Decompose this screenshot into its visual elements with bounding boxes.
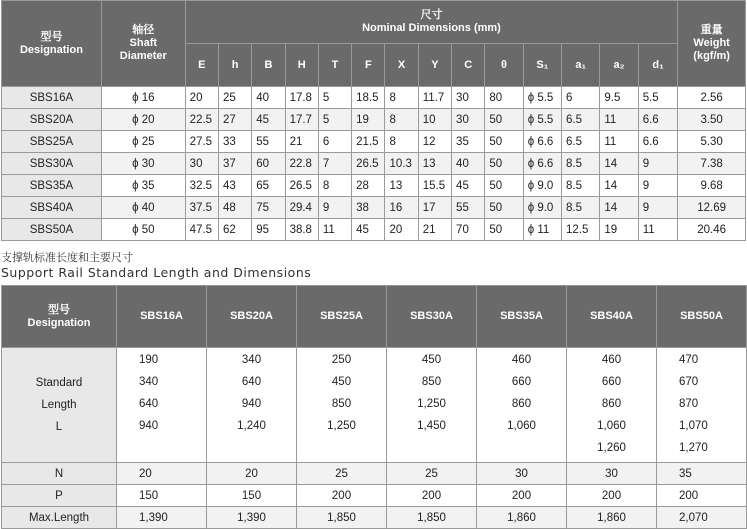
standard-length-cell — [477, 348, 567, 463]
length-value: 1,270 — [679, 442, 708, 454]
p-value-cell: 200 — [387, 485, 477, 507]
dimension-cell: 8.5 — [562, 153, 600, 175]
dimension-cell: 22.5 — [185, 109, 218, 131]
dimension-cell: 40 — [452, 153, 485, 175]
length-value: 850 — [331, 398, 352, 410]
dimension-cell: 6 — [318, 131, 351, 153]
dim-col-header: Y — [418, 44, 451, 87]
dimension-cell: 6.6 — [638, 131, 678, 153]
dimension-cell: 15.5 — [418, 175, 451, 197]
dim-col-header: θ — [485, 44, 523, 87]
dimension-cell: 19 — [600, 219, 638, 241]
dimension-cell: 6 — [562, 87, 600, 109]
n-value-cell: 35 — [657, 463, 747, 485]
dimension-cell: 9 — [638, 197, 678, 219]
dimension-cell: 50 — [485, 197, 523, 219]
dimension-cell: 26.5 — [285, 175, 318, 197]
length-value: 190 — [139, 354, 159, 366]
standard-length-cell — [567, 348, 657, 463]
dim-col-header: S₁ — [523, 44, 561, 87]
p-value-cell: 200 — [567, 485, 657, 507]
dimension-cell: 47.5 — [185, 219, 218, 241]
length-value: 1,250 — [327, 420, 356, 432]
dimension-cell: ϕ 9.0 — [523, 197, 561, 219]
dimension-cell: ϕ 9.0 — [523, 175, 561, 197]
p-value-cell: 200 — [297, 485, 387, 507]
length-value: 460 — [511, 354, 532, 366]
dimension-cell: 30 — [185, 153, 218, 175]
dimension-cell: 5 — [318, 87, 351, 109]
shaft-diameter-cell: ϕ 40 — [101, 197, 185, 219]
dimension-cell: 18.5 — [352, 87, 385, 109]
dimension-cell: 48 — [218, 197, 251, 219]
shaft-diameter-cell: ϕ 35 — [101, 175, 185, 197]
dims-header-cn: 尺寸 — [420, 9, 443, 21]
dimension-cell: 5.5 — [638, 87, 678, 109]
standard-length-cell — [117, 348, 207, 463]
standard-length-label — [2, 348, 117, 463]
dims-header-en: Nominal Dimensions (mm) — [362, 22, 501, 34]
weight-cell: 12.69 — [678, 197, 746, 219]
length-value: 1,260 — [597, 442, 626, 454]
designation-cell: SBS50A — [2, 219, 102, 241]
dimension-cell: 26.5 — [352, 153, 385, 175]
dimension-cell: 21 — [418, 219, 451, 241]
length-value: 860 — [601, 398, 622, 410]
designation-header — [2, 1, 102, 87]
dimension-cell: 29.4 — [285, 197, 318, 219]
dimension-cell: 30 — [452, 87, 485, 109]
dimension-cell: 11.7 — [418, 87, 451, 109]
dimension-cell: 45 — [352, 219, 385, 241]
standard-length-cell — [207, 348, 297, 463]
dimension-cell: ϕ 6.6 — [523, 153, 561, 175]
dimension-cell: 17.7 — [285, 109, 318, 131]
max-length-cell: 1,850 — [297, 507, 387, 529]
length-value: 640 — [241, 376, 262, 388]
dimension-cell: 45 — [252, 109, 285, 131]
designation-header-cn: 型号 — [40, 30, 63, 43]
max-length-cell: 1,390 — [117, 507, 207, 529]
dimension-cell: 30 — [452, 109, 485, 131]
table-row — [2, 153, 746, 175]
dimension-cell: 50 — [485, 175, 523, 197]
standard-length-label-3: L — [55, 421, 63, 433]
caption-en: Support Rail Standard Length and Dimensions — [1, 265, 312, 280]
dimension-cell: 60 — [252, 153, 285, 175]
dimension-cell: 10 — [418, 109, 451, 131]
designation-cell: SBS35A — [2, 175, 102, 197]
standard-length-cell — [297, 348, 387, 463]
dimension-cell: 5 — [318, 109, 351, 131]
dimension-cell: 37 — [218, 153, 251, 175]
designation-cell: SBS20A — [2, 109, 102, 131]
shaft-diameter-cell: ϕ 50 — [101, 219, 185, 241]
designation-header-en: Designation — [19, 43, 83, 56]
p-value-cell: 150 — [207, 485, 297, 507]
dimension-cell: 80 — [485, 87, 523, 109]
shaft-diameter-cell: ϕ 25 — [101, 131, 185, 153]
shaft-diameter-cell: ϕ 30 — [101, 153, 185, 175]
max-length-cell: 1,860 — [477, 507, 567, 529]
table-row — [2, 219, 746, 241]
n-value-cell: 30 — [567, 463, 657, 485]
table-row — [2, 87, 746, 109]
dimension-cell: 50 — [485, 153, 523, 175]
dimension-cell: 14 — [600, 197, 638, 219]
model-header: SBS25A — [297, 286, 387, 348]
length-value: 860 — [511, 398, 532, 410]
dimension-cell: 21.5 — [352, 131, 385, 153]
dimension-cell: 45 — [452, 175, 485, 197]
length-value: 340 — [241, 354, 262, 366]
dim-col-header: H — [285, 44, 318, 87]
dimension-cell: ϕ 5.5 — [523, 87, 561, 109]
dimension-cell: 43 — [218, 175, 251, 197]
dimension-cell: 14 — [600, 175, 638, 197]
nominal-dimensions-header — [185, 1, 678, 44]
dimension-cell: 95 — [252, 219, 285, 241]
dim-col-header: B — [252, 44, 285, 87]
max-length-cell: 1,860 — [567, 507, 657, 529]
length-value: 1,060 — [597, 420, 626, 432]
designation-cell: SBS25A — [2, 131, 102, 153]
shaft-header-cn: 轴径 — [132, 24, 155, 36]
length-value: 940 — [241, 398, 262, 410]
length-value: 340 — [139, 376, 159, 388]
n-value-cell: 25 — [297, 463, 387, 485]
nominal-dimensions-table — [1, 0, 746, 241]
dimension-cell: 40 — [252, 87, 285, 109]
dimension-cell: 13 — [418, 153, 451, 175]
table-row — [2, 131, 746, 153]
dimension-cell: 75 — [252, 197, 285, 219]
dimension-cell: 7 — [318, 153, 351, 175]
dimension-cell: 17.8 — [285, 87, 318, 109]
dimension-cell: 25 — [218, 87, 251, 109]
length-value: 1,070 — [679, 420, 708, 432]
dim-col-header: a₁ — [562, 44, 600, 87]
caption-cn: 支撑轨标准长度和主要尺寸 — [1, 251, 133, 264]
dimension-cell: 20 — [185, 87, 218, 109]
dimension-cell: 27 — [218, 109, 251, 131]
dim-col-header: E — [185, 44, 218, 87]
weight-cell: 7.38 — [678, 153, 746, 175]
p-value-cell: 150 — [117, 485, 207, 507]
dim-col-header: F — [352, 44, 385, 87]
weight-header — [678, 1, 746, 87]
p-value-cell: 200 — [657, 485, 747, 507]
dim-col-header: X — [385, 44, 418, 87]
weight-cell: 20.46 — [678, 219, 746, 241]
weight-cell: 2.56 — [678, 87, 746, 109]
dimension-cell: 9 — [638, 175, 678, 197]
weight-cell: 5.30 — [678, 131, 746, 153]
standard-length-cell — [387, 348, 477, 463]
dimension-cell: 38 — [352, 197, 385, 219]
table-row — [2, 175, 746, 197]
designation-header-2-en: Designation — [27, 316, 91, 329]
dimension-cell: ϕ 5.5 — [523, 109, 561, 131]
model-header: SBS20A — [207, 286, 297, 348]
length-value: 1,250 — [417, 398, 446, 410]
standard-length-label-1: Standard — [35, 377, 83, 389]
dimension-cell: 8 — [318, 175, 351, 197]
dimension-cell: 6.5 — [562, 109, 600, 131]
dim-col-header: C — [452, 44, 485, 87]
length-value: 870 — [679, 398, 699, 410]
dimension-cell: 55 — [252, 131, 285, 153]
standard-length-cell — [657, 348, 747, 463]
dimension-cell: 8 — [385, 87, 418, 109]
dim-col-header: a₂ — [600, 44, 638, 87]
dimension-cell: 38.8 — [285, 219, 318, 241]
n-value-cell: 20 — [207, 463, 297, 485]
dimension-cell: 22.8 — [285, 153, 318, 175]
length-value: 640 — [139, 398, 159, 410]
n-value-cell: 25 — [387, 463, 477, 485]
designation-cell: SBS40A — [2, 197, 102, 219]
length-value: 940 — [139, 420, 159, 432]
model-header: SBS50A — [657, 286, 747, 348]
dimension-cell: 11 — [318, 219, 351, 241]
dimension-cell: 17 — [418, 197, 451, 219]
n-value-cell: 30 — [477, 463, 567, 485]
dimension-cell: 50 — [485, 131, 523, 153]
dimension-cell: ϕ 6.6 — [523, 131, 561, 153]
dimension-cell: 11 — [600, 131, 638, 153]
dimension-cell: 65 — [252, 175, 285, 197]
dimension-cell: 11 — [638, 219, 678, 241]
dimension-cell: 50 — [485, 109, 523, 131]
model-header: SBS30A — [387, 286, 477, 348]
dimension-cell: 27.5 — [185, 131, 218, 153]
dimension-cell: 8 — [385, 109, 418, 131]
shaft-diameter-cell: ϕ 20 — [101, 109, 185, 131]
shaft-header-en2: Diameter — [119, 50, 167, 62]
p-label: P — [2, 485, 117, 507]
dim-col-header: T — [318, 44, 351, 87]
length-value: 660 — [511, 376, 532, 388]
weight-header-en1: Weight — [693, 37, 730, 49]
dimension-cell: 11 — [600, 109, 638, 131]
dimension-cell: 50 — [485, 219, 523, 241]
max-length-label: Max.Length — [2, 507, 117, 529]
length-value: 1,240 — [237, 420, 266, 432]
dimension-cell: 6.6 — [638, 109, 678, 131]
length-value: 1,450 — [417, 420, 446, 432]
standard-length-label-2: Length — [41, 399, 77, 411]
max-length-cell: 1,390 — [207, 507, 297, 529]
dimension-cell: 9 — [318, 197, 351, 219]
max-length-cell: 1,850 — [387, 507, 477, 529]
dimension-cell: 32.5 — [185, 175, 218, 197]
weight-cell: 9.68 — [678, 175, 746, 197]
dimension-cell: 20 — [385, 219, 418, 241]
dimension-cell: 55 — [452, 197, 485, 219]
length-value: 470 — [679, 354, 699, 366]
shaft-header-en1: Shaft — [129, 37, 158, 49]
weight-header-en2: (kgf/m) — [693, 50, 730, 62]
dimension-cell: 21 — [285, 131, 318, 153]
dimension-cell: 16 — [385, 197, 418, 219]
dimension-cell: 9.5 — [600, 87, 638, 109]
dimension-cell: 8.5 — [562, 197, 600, 219]
model-header: SBS16A — [117, 286, 207, 348]
standard-length-table — [1, 285, 747, 529]
dimension-cell: 35 — [452, 131, 485, 153]
dimension-cell: 62 — [218, 219, 251, 241]
weight-header-cn: 重量 — [700, 24, 723, 36]
length-value: 250 — [331, 354, 352, 366]
length-value: 460 — [601, 354, 622, 366]
dimension-cell: ϕ 11 — [523, 219, 561, 241]
designation-cell: SBS30A — [2, 153, 102, 175]
length-value: 450 — [331, 376, 352, 388]
dimension-cell: 6.5 — [562, 131, 600, 153]
dimension-cell: 14 — [600, 153, 638, 175]
table-row — [2, 197, 746, 219]
length-value: 850 — [421, 376, 442, 388]
dimension-cell: 28 — [352, 175, 385, 197]
dimension-cell: 10.3 — [385, 153, 418, 175]
dim-col-header: d₁ — [638, 44, 678, 87]
model-header: SBS40A — [567, 286, 657, 348]
n-value-cell: 20 — [117, 463, 207, 485]
dimension-cell: 12.5 — [562, 219, 600, 241]
dimension-cell: 19 — [352, 109, 385, 131]
weight-cell: 3.50 — [678, 109, 746, 131]
dimension-cell: 13 — [385, 175, 418, 197]
dimension-cell: 37.5 — [185, 197, 218, 219]
dim-col-header: h — [218, 44, 251, 87]
dimension-cell: 70 — [452, 219, 485, 241]
length-value: 670 — [679, 376, 699, 388]
p-value-cell: 200 — [477, 485, 567, 507]
designation-cell: SBS16A — [2, 87, 102, 109]
designation-header-2 — [2, 286, 117, 348]
length-value: 1,060 — [507, 420, 536, 432]
length-value: 660 — [601, 376, 622, 388]
table-row — [2, 109, 746, 131]
dimension-cell: 33 — [218, 131, 251, 153]
shaft-diameter-header — [101, 1, 185, 87]
shaft-diameter-cell: ϕ 16 — [101, 87, 185, 109]
dimension-cell: 12 — [418, 131, 451, 153]
dimension-cell: 9 — [638, 153, 678, 175]
dimension-cell: 8.5 — [562, 175, 600, 197]
designation-header-2-cn: 型号 — [48, 303, 70, 316]
n-label: N — [2, 463, 117, 485]
length-value: 450 — [421, 354, 442, 366]
max-length-cell: 2,070 — [657, 507, 747, 529]
dimension-cell: 8 — [385, 131, 418, 153]
model-header: SBS35A — [477, 286, 567, 348]
